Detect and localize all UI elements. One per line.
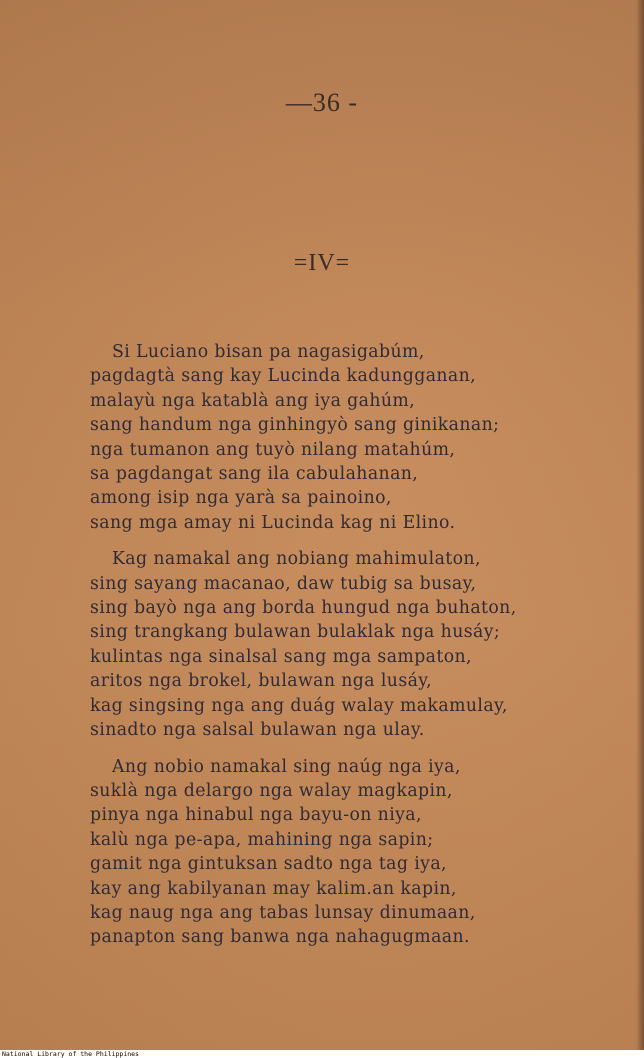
poem-line: among isip nga yarà sa painoino, (90, 488, 392, 509)
poem-line: gamit nga gintuksan sadto nga tag iya, (90, 854, 447, 875)
poem-line: nga tumanon ang tuyò nilang matahúm, (90, 439, 456, 460)
stanza (90, 755, 600, 950)
page-edge-shadow (636, 0, 644, 1050)
poem-line: sang mga amay ni Lucinda kag ni Elino. (90, 512, 456, 533)
poem-line: sa pagdangat sang ila cabulahanan, (90, 464, 419, 485)
poem-line: kulintas nga sinalsal sang mga sampaton, (90, 646, 472, 667)
poem-line: panapton sang banwa nga nahagugmaan. (90, 927, 470, 948)
poem-line: pinya nga hinabul nga bayu-on niya, (90, 805, 422, 826)
poem-line: kag naug nga ang tabas lunsay dinumaan, (90, 902, 476, 923)
stanza (90, 340, 600, 535)
poem-line: Kag namakal ang nobiang mahimulaton, (112, 549, 481, 570)
poem-line: sing bayò nga ang borda hungud nga buhaton, (90, 598, 517, 619)
poem-line: kay ang kabilyanan may kalim.an kapin, (90, 878, 457, 899)
poem-line: sing sayang macanao, daw tubig sa busay, (90, 573, 477, 594)
poem-line: sing trangkang bulawan bulaklak nga husáy; (90, 622, 501, 643)
poem-line: pagdagtà sang kay Lucinda kadungganan, (90, 366, 477, 387)
poem-line: Ang nobio namakal sing naúg nga iya, (112, 756, 461, 777)
page-number: —36 - (285, 88, 359, 117)
poem-line: aritos nga brokel, bulawan nga lusáy, (90, 671, 433, 692)
poem-line: sinadto nga salsal bulawan nga ulay. (90, 720, 425, 741)
footer-credit: National Library of the Philippines (2, 1050, 139, 1058)
poem-line: malayù nga katablà ang iya gahúm, (90, 390, 416, 411)
poem-line: suklà nga delargo nga walay magkapin, (90, 780, 453, 801)
poem-line: kag singsing nga ang duág walay makamulay, (90, 695, 508, 716)
poem-line: kalù nga pe-apa, mahining nga sapin; (90, 829, 434, 850)
stanza (90, 547, 600, 742)
chapter-heading: =IV= (293, 250, 351, 276)
poem-line: Si Luciano bisan pa nagasigabúm, (112, 342, 425, 362)
poem-line: sang handum nga ginhingyò sang ginikanan; (90, 415, 500, 436)
poem-body (90, 340, 600, 962)
